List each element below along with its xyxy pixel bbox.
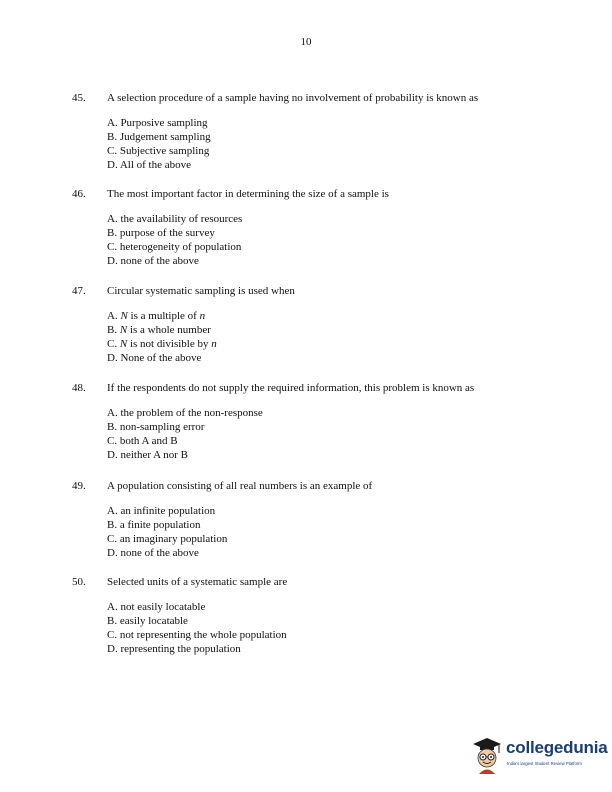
option-a: A. an infinite population [107, 505, 216, 517]
collegedunia-logo [470, 732, 612, 778]
options-list [107, 406, 263, 462]
question-text: Circular systematic sampling is used when [107, 285, 295, 297]
question-text: The most important factor in determining the size of a sample is [107, 188, 389, 200]
option-c: C. heterogeneity of population [107, 241, 242, 253]
option-a: A. the problem of the non-response [107, 407, 263, 419]
option-c: C. not representing the whole population [107, 629, 287, 641]
option-b: B. non-sampling error [107, 421, 205, 433]
logo-tagline: India's largest Student Review Platform [507, 761, 582, 766]
question-text: Selected units of a systematic sample are [107, 576, 288, 588]
option-b: B. N is a whole number [107, 324, 211, 336]
question-number: 48. [72, 382, 86, 394]
options-list [107, 504, 227, 560]
options-list [107, 309, 217, 365]
option-d: D. All of the above [107, 159, 192, 171]
question-number: 45. [72, 92, 86, 104]
option-c: C. Subjective sampling [107, 145, 210, 157]
question-number: 50. [72, 576, 86, 588]
option-a: A. N is a multiple of n [107, 310, 206, 322]
option-b: B. a finite population [107, 519, 201, 531]
option-d: D. representing the population [107, 643, 241, 655]
option-d: D. none of the above [107, 255, 199, 267]
option-b: B. purpose of the survey [107, 227, 215, 239]
options-list [107, 116, 211, 172]
option-c: C. an imaginary population [107, 533, 228, 545]
option-a: A. not easily locatable [107, 601, 206, 613]
option-d: D. neither A nor B [107, 449, 188, 461]
option-c: C. both A and B [107, 435, 178, 447]
logo-brand-text: collegedunia [506, 738, 608, 757]
option-d: D. None of the above [107, 352, 202, 364]
options-list [107, 212, 242, 268]
question-number: 49. [72, 480, 86, 492]
options-list [107, 600, 287, 656]
question-text: A population consisting of all real numbers is an example of [107, 480, 373, 492]
question-text: If the respondents do not supply the required information, this problem is known as [107, 382, 475, 394]
question-text: A selection procedure of a sample having no involvement of probability is known as [107, 92, 479, 104]
option-b: B. easily locatable [107, 615, 188, 627]
page-number: 10 [300, 36, 312, 48]
option-b: B. Judgement sampling [107, 131, 211, 143]
option-a: A. the availability of resources [107, 213, 243, 225]
question-number: 47. [72, 285, 86, 297]
question-number: 46. [72, 188, 86, 200]
option-a: A. Purposive sampling [107, 117, 208, 129]
option-d: D. none of the above [107, 547, 199, 559]
mascot-icon [470, 734, 504, 774]
option-c: C. N is not divisible by n [107, 338, 217, 350]
